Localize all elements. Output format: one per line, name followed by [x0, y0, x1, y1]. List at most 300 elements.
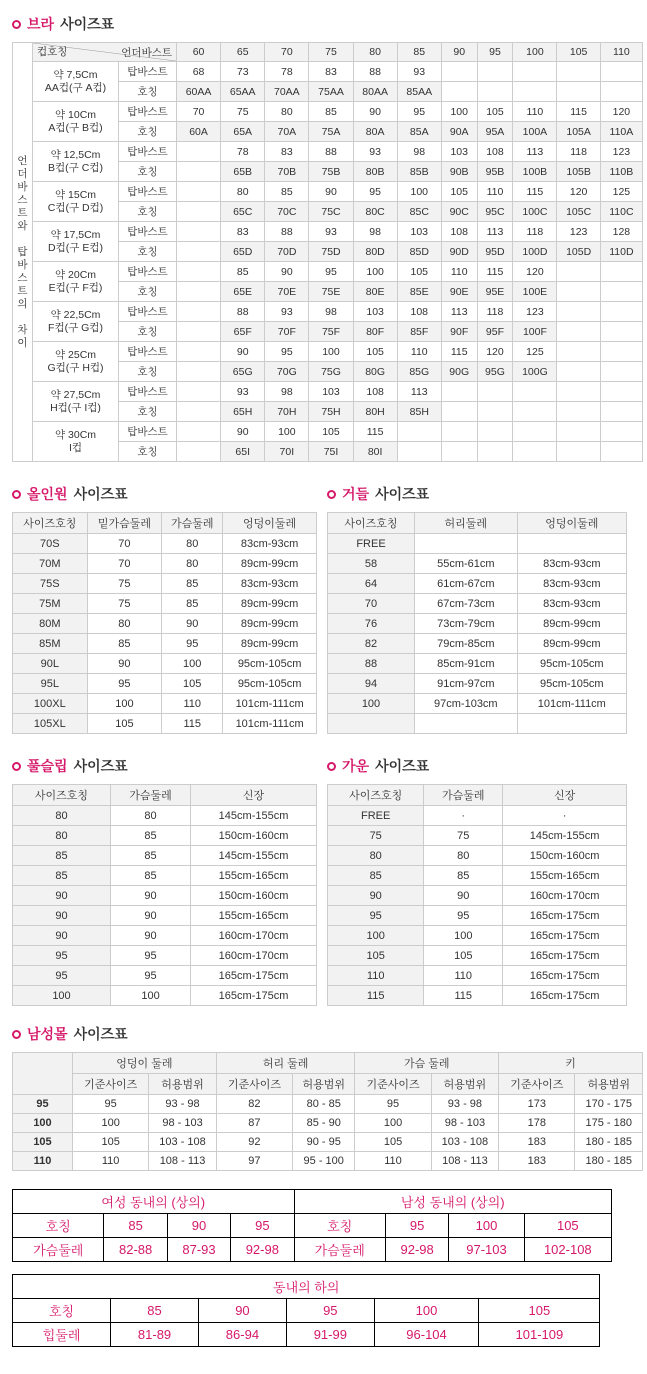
girdle-cell: 58: [328, 554, 415, 574]
girdle-cell: 100: [328, 694, 415, 714]
bra-cell-topbust: 118: [513, 222, 557, 242]
bra-cell-sizename: [600, 282, 642, 302]
section-title-bra-main: 브라: [27, 16, 55, 32]
bra-cell-topbust: 98: [397, 142, 441, 162]
bra-cell-sizename: 75F: [309, 322, 353, 342]
underwear-bottom-measure-label: 힙둘레: [13, 1323, 111, 1347]
bra-cell-sizename: [557, 322, 600, 342]
onepiece-col-header: 엉덩이둘레: [223, 513, 317, 534]
bra-cell-topbust: 93: [397, 62, 441, 82]
fullslip-col-header: 가슴둘레: [110, 785, 190, 806]
fullslip-cell: 90: [13, 926, 111, 946]
bra-cell-sizename: 65D: [221, 242, 265, 262]
fullslip-cell: 90: [110, 906, 190, 926]
men-cell: 110: [355, 1152, 431, 1171]
underwear-top-left-size: 90: [167, 1214, 230, 1238]
bra-cell-sizename: 75G: [309, 362, 353, 382]
men-cell: 92: [216, 1133, 292, 1152]
table-row: [13, 694, 317, 714]
men-cell: 180 - 185: [575, 1152, 643, 1171]
fullslip-cell: 160cm-170cm: [191, 946, 317, 966]
fullslip-cell: 160cm-170cm: [191, 926, 317, 946]
bra-cell-sizename: [557, 402, 600, 422]
gown-cell: 100: [424, 926, 503, 946]
men-cell: 85 - 90: [293, 1114, 355, 1133]
bra-col-header: 80: [353, 43, 397, 62]
bra-cell-sizename: 85B: [397, 162, 441, 182]
bra-cell-sizename: 75E: [309, 282, 353, 302]
girdle-cell: 76: [328, 614, 415, 634]
bra-cell-sizename: 75C: [309, 202, 353, 222]
bra-cell-topbust: 103: [397, 222, 441, 242]
fullslip-cell: 155cm-165cm: [191, 906, 317, 926]
bra-cell-sizename: [513, 402, 557, 422]
gown-cell: 115: [328, 986, 424, 1006]
men-cell: 110: [13, 1152, 73, 1171]
table-row: [328, 694, 627, 714]
table-row: [13, 1323, 612, 1347]
bra-cell-topbust: [600, 422, 642, 442]
girdle-cell: 88: [328, 654, 415, 674]
table-row: [13, 574, 317, 594]
bra-cell-topbust: 105: [477, 102, 513, 122]
underwear-top-right-value: 97-103: [449, 1238, 524, 1262]
bra-cell-sizename: 85E: [397, 282, 441, 302]
fullslip-cell: 165cm-175cm: [191, 986, 317, 1006]
men-cell: 82: [216, 1095, 292, 1114]
bra-cell-sizename: 85AA: [397, 82, 441, 102]
bra-col-header: 70: [265, 43, 309, 62]
men-cell: 108 - 113: [431, 1152, 499, 1171]
girdle-cell: 79cm-85cm: [415, 634, 518, 654]
men-sub-header: 기준사이즈: [73, 1074, 149, 1095]
onepiece-col-header: 가슴둘레: [162, 513, 223, 534]
men-group-header: 키: [499, 1053, 643, 1074]
bra-cell-topbust: 113: [441, 302, 477, 322]
bra-row-label-top: 탑바스트: [119, 422, 177, 442]
table-row: [13, 906, 317, 926]
girdle-cell: 83cm-93cm: [517, 554, 626, 574]
onepiece-cell: 95cm-105cm: [223, 654, 317, 674]
table-row: [13, 1238, 612, 1262]
bra-cell-topbust: 115: [353, 422, 397, 442]
fullslip-cell: 155cm-165cm: [191, 866, 317, 886]
bra-col-header: 60: [177, 43, 221, 62]
bra-cell-sizename: 100D: [513, 242, 557, 262]
section-title-onepiece-main: 올인원: [27, 486, 68, 502]
gown-col-header: 가슴둘레: [424, 785, 503, 806]
gown-cell: 115: [424, 986, 503, 1006]
bra-cell-sizename: 80F: [353, 322, 397, 342]
bra-cell-topbust: [600, 382, 642, 402]
bra-cell-sizename: [177, 202, 221, 222]
bra-cup-label: 약 7,5Cm AA컵(구 A컵): [33, 62, 119, 102]
bra-cell-topbust: [441, 422, 477, 442]
bra-cell-topbust: [177, 142, 221, 162]
bra-cell-topbust: [177, 262, 221, 282]
bra-cell-topbust: [177, 382, 221, 402]
gown-cell: 85: [424, 866, 503, 886]
table-row: [328, 806, 627, 826]
bra-cell-sizename: 80C: [353, 202, 397, 222]
bra-cell-topbust: 90: [221, 342, 265, 362]
gown-cell: 90: [424, 886, 503, 906]
bra-cell-sizename: 80E: [353, 282, 397, 302]
onepiece-cell: 80: [87, 614, 162, 634]
fullslip-cell: 145cm-155cm: [191, 846, 317, 866]
table-row: [328, 714, 627, 734]
fullslip-cell: 90: [13, 906, 111, 926]
men-cell: 175 - 180: [575, 1114, 643, 1133]
bra-cell-topbust: 110: [477, 182, 513, 202]
bra-row-label-bottom: 호칭: [119, 122, 177, 142]
bra-cell-sizename: 80I: [353, 442, 397, 462]
bra-cell-sizename: [600, 442, 642, 462]
bra-cell-sizename: 75I: [309, 442, 353, 462]
bra-cell-sizename: [177, 162, 221, 182]
underwear-top-table: [12, 1189, 612, 1262]
bra-cell-sizename: 65I: [221, 442, 265, 462]
bullet-icon: [12, 20, 21, 29]
bra-cell-topbust: 125: [600, 182, 642, 202]
gown-cell: 110: [328, 966, 424, 986]
bra-cell-topbust: 123: [513, 302, 557, 322]
girdle-cell: 91cm-97cm: [415, 674, 518, 694]
underwear-top-left-value: 82-88: [104, 1238, 167, 1262]
girdle-cell: [415, 714, 518, 734]
men-sub-header: 기준사이즈: [216, 1074, 292, 1095]
men-cell: 183: [499, 1133, 575, 1152]
girdle-cell: 95cm-105cm: [517, 654, 626, 674]
gown-col-header: 사이즈호칭: [328, 785, 424, 806]
onepiece-col-header: 밑가슴둘레: [87, 513, 162, 534]
section-title-gown-suffix: 사이즈표: [375, 758, 430, 774]
bra-cell-topbust: 103: [353, 302, 397, 322]
bra-cell-sizename: 80B: [353, 162, 397, 182]
fullslip-cell: 85: [13, 846, 111, 866]
underwear-bottom-value: 101-109: [479, 1323, 600, 1347]
girdle-cell: FREE: [328, 534, 415, 554]
bra-cell-sizename: 65F: [221, 322, 265, 342]
underwear-top-right-size: 105: [524, 1214, 611, 1238]
men-cell: 98 - 103: [149, 1114, 217, 1133]
bra-cell-sizename: 75A: [309, 122, 353, 142]
bra-cell-sizename: [177, 442, 221, 462]
bra-cell-topbust: [513, 382, 557, 402]
table-row: [328, 594, 627, 614]
underwear-bottom-value: 81-89: [111, 1323, 199, 1347]
table-row: [13, 966, 317, 986]
men-cell: 87: [216, 1114, 292, 1133]
onepiece-cell: 105XL: [13, 714, 88, 734]
fullslip-cell: 150cm-160cm: [191, 826, 317, 846]
bra-cell-sizename: 90A: [441, 122, 477, 142]
fullslip-cell: 80: [110, 806, 190, 826]
bra-cell-topbust: 105: [353, 342, 397, 362]
bra-cell-sizename: 70B: [265, 162, 309, 182]
bra-cell-sizename: 75H: [309, 402, 353, 422]
bra-cell-sizename: 85D: [397, 242, 441, 262]
bra-cell-topbust: 68: [177, 62, 221, 82]
bra-cell-topbust: 80: [221, 182, 265, 202]
onepiece-cell: 101cm-111cm: [223, 714, 317, 734]
section-title-girdle-suffix: 사이즈표: [375, 486, 430, 502]
men-sub-header: 기준사이즈: [355, 1074, 431, 1095]
bra-cell-topbust: [177, 302, 221, 322]
bra-cell-sizename: [557, 82, 600, 102]
section-title-bra: [12, 14, 639, 34]
onepiece-cell: 100: [162, 654, 223, 674]
bra-cell-topbust: 75: [221, 102, 265, 122]
bra-cell-sizename: 65C: [221, 202, 265, 222]
bra-col-header: 95: [477, 43, 513, 62]
bra-row-label-bottom: 호칭: [119, 322, 177, 342]
section-title-men: [12, 1024, 639, 1044]
onepiece-cell: 80: [162, 534, 223, 554]
bra-cell-sizename: 65G: [221, 362, 265, 382]
bra-row-label-bottom: 호칭: [119, 402, 177, 422]
bra-cell-topbust: [441, 62, 477, 82]
bra-cell-sizename: 110C: [600, 202, 642, 222]
men-cell: 93 - 98: [149, 1095, 217, 1114]
bra-cell-topbust: 85: [265, 182, 309, 202]
bra-cell-sizename: 110B: [600, 162, 642, 182]
bra-col-header: 65: [221, 43, 265, 62]
table-row: [13, 554, 317, 574]
onepiece-cell: 110: [162, 694, 223, 714]
bra-cell-sizename: 95G: [477, 362, 513, 382]
bra-row-label-bottom: 호칭: [119, 362, 177, 382]
gown-cell: ·: [424, 806, 503, 826]
bra-cell-sizename: 95B: [477, 162, 513, 182]
table-row: [328, 986, 627, 1006]
bra-cell-sizename: 70C: [265, 202, 309, 222]
fullslip-cell: 165cm-175cm: [191, 966, 317, 986]
men-cell: 103 - 108: [431, 1133, 499, 1152]
bra-cell-sizename: [177, 242, 221, 262]
bra-cell-sizename: [477, 402, 513, 422]
bra-cup-label: 약 25Cm G컵(구 H컵): [33, 342, 119, 382]
bra-cell-sizename: 105D: [557, 242, 600, 262]
men-cell: 108 - 113: [149, 1152, 217, 1171]
onepiece-cell: 75: [87, 594, 162, 614]
men-sub-header: 허용범위: [575, 1074, 643, 1095]
bra-cell-sizename: [177, 402, 221, 422]
bra-cell-topbust: 103: [441, 142, 477, 162]
onepiece-cell: 95: [162, 634, 223, 654]
bra-row-label-top: 탑바스트: [119, 302, 177, 322]
bra-cell-sizename: 90E: [441, 282, 477, 302]
bra-col-header: 85: [397, 43, 441, 62]
bra-cell-sizename: 95C: [477, 202, 513, 222]
bra-cell-topbust: [477, 62, 513, 82]
bra-cell-topbust: [513, 422, 557, 442]
bra-cell-topbust: 93: [265, 302, 309, 322]
fullslip-col-header: 사이즈호칭: [13, 785, 111, 806]
table-row: [328, 674, 627, 694]
men-cell: 110: [73, 1152, 149, 1171]
bra-cell-sizename: 70H: [265, 402, 309, 422]
gown-cell: 95: [328, 906, 424, 926]
table-row: [328, 966, 627, 986]
bra-cell-topbust: 113: [397, 382, 441, 402]
table-row: [328, 654, 627, 674]
underwear-bottom-label: 호칭: [13, 1299, 111, 1323]
table-row: [13, 634, 317, 654]
gown-cell: 80: [328, 846, 424, 866]
bra-cell-sizename: [441, 442, 477, 462]
bra-cell-sizename: 60A: [177, 122, 221, 142]
bra-cell-sizename: 65AA: [221, 82, 265, 102]
bra-cell-topbust: 105: [441, 182, 477, 202]
onepiece-cell: 89cm-99cm: [223, 634, 317, 654]
bra-cell-sizename: 95A: [477, 122, 513, 142]
bra-cell-topbust: 83: [221, 222, 265, 242]
girdle-cell: [415, 534, 518, 554]
fullslip-cell: 85: [110, 866, 190, 886]
bra-col-header: 110: [600, 43, 642, 62]
bra-row-label-top: 탑바스트: [119, 342, 177, 362]
gown-cell: 165cm-175cm: [503, 906, 627, 926]
fullslip-cell: 85: [110, 846, 190, 866]
bra-cell-sizename: 80AA: [353, 82, 397, 102]
bra-cell-sizename: 65A: [221, 122, 265, 142]
bra-cell-sizename: 75B: [309, 162, 353, 182]
men-cell: 178: [499, 1114, 575, 1133]
men-sub-header: 기준사이즈: [499, 1074, 575, 1095]
bra-cell-topbust: 95: [265, 342, 309, 362]
bra-size-table: [12, 42, 643, 462]
gown-col-header: 신장: [503, 785, 627, 806]
gown-cell: ·: [503, 806, 627, 826]
bra-col-header: 105: [557, 43, 600, 62]
onepiece-cell: 95cm-105cm: [223, 674, 317, 694]
table-row: [328, 906, 627, 926]
bra-cup-label: 약 17,5Cm D컵(구 E컵): [33, 222, 119, 262]
girdle-cell: 83cm-93cm: [517, 574, 626, 594]
onepiece-cell: 83cm-93cm: [223, 574, 317, 594]
girdle-cell: [517, 714, 626, 734]
table-row: [13, 1114, 643, 1133]
bra-cup-label: 약 15Cm C컵(구 D컵): [33, 182, 119, 222]
bra-cell-topbust: [557, 62, 600, 82]
table-row: [13, 926, 317, 946]
bra-cell-sizename: 90F: [441, 322, 477, 342]
bra-cell-sizename: 90C: [441, 202, 477, 222]
bra-row-label-bottom: 호칭: [119, 282, 177, 302]
gown-cell: FREE: [328, 806, 424, 826]
onepiece-cell: 101cm-111cm: [223, 694, 317, 714]
bra-cell-topbust: 120: [477, 342, 513, 362]
men-cell: 95: [13, 1095, 73, 1114]
bra-cell-topbust: 90: [265, 262, 309, 282]
bra-corner-top: 언더바스트: [121, 47, 172, 59]
underwear-bottom-value: 86-94: [198, 1323, 286, 1347]
gown-cell: 100: [328, 926, 424, 946]
girdle-cell: 61cm-67cm: [415, 574, 518, 594]
bra-cell-topbust: 83: [265, 142, 309, 162]
bra-cell-sizename: 90G: [441, 362, 477, 382]
fullslip-cell: 100: [13, 986, 111, 1006]
gown-cell: 95: [424, 906, 503, 926]
bra-cell-topbust: 123: [600, 142, 642, 162]
bra-cell-topbust: [557, 302, 600, 322]
bra-cell-sizename: 105A: [557, 122, 600, 142]
section-title-gown: [327, 756, 627, 776]
bra-cell-topbust: 120: [600, 102, 642, 122]
bra-cell-sizename: 85H: [397, 402, 441, 422]
bra-cell-sizename: 100E: [513, 282, 557, 302]
gown-cell: 145cm-155cm: [503, 826, 627, 846]
bra-cell-topbust: 110: [513, 102, 557, 122]
men-cell: 90 - 95: [293, 1133, 355, 1152]
table-row: [13, 674, 317, 694]
onepiece-cell: 80: [162, 554, 223, 574]
bra-cell-topbust: [600, 302, 642, 322]
underwear-bottom-value: 96-104: [374, 1323, 479, 1347]
onepiece-cell: 83cm-93cm: [223, 534, 317, 554]
fullslip-cell: 90: [110, 926, 190, 946]
table-row: [13, 714, 317, 734]
bra-cell-topbust: 105: [309, 422, 353, 442]
spacer-cell: [600, 1323, 612, 1347]
bra-cell-topbust: 73: [221, 62, 265, 82]
table-row: [328, 926, 627, 946]
table-row: [328, 614, 627, 634]
bra-cell-sizename: 80G: [353, 362, 397, 382]
bra-cell-sizename: 80D: [353, 242, 397, 262]
underwear-top-right-title: 남성 동내의 (상의): [294, 1190, 612, 1214]
bra-cell-sizename: [441, 402, 477, 422]
onepiece-size-table: [12, 512, 317, 734]
gown-cell: 160cm-170cm: [503, 886, 627, 906]
section-title-onepiece-suffix: 사이즈표: [73, 486, 128, 502]
bra-cell-topbust: 125: [513, 342, 557, 362]
girdle-cell: [517, 534, 626, 554]
men-cell: 173: [499, 1095, 575, 1114]
bra-cell-topbust: 88: [353, 62, 397, 82]
underwear-top-right-value: 92-98: [385, 1238, 448, 1262]
table-row: [13, 654, 317, 674]
bra-cell-sizename: 90D: [441, 242, 477, 262]
bra-cell-topbust: 115: [441, 342, 477, 362]
bra-cell-sizename: [557, 442, 600, 462]
gown-cell: 165cm-175cm: [503, 966, 627, 986]
men-cell: 183: [499, 1152, 575, 1171]
bra-cell-topbust: 85: [309, 102, 353, 122]
men-sub-header: 허용범위: [431, 1074, 499, 1095]
gown-cell: 165cm-175cm: [503, 946, 627, 966]
onepiece-cell: 80M: [13, 614, 88, 634]
bra-cell-sizename: 100F: [513, 322, 557, 342]
bra-cell-sizename: 65H: [221, 402, 265, 422]
underwear-top-left-value: 92-98: [231, 1238, 294, 1262]
bra-cell-topbust: 108: [397, 302, 441, 322]
girdle-cell: [328, 714, 415, 734]
bra-cell-topbust: 115: [513, 182, 557, 202]
bra-cell-topbust: 100: [397, 182, 441, 202]
girdle-cell: 95cm-105cm: [517, 674, 626, 694]
gown-cell: 80: [424, 846, 503, 866]
fullslip-cell: 85: [110, 826, 190, 846]
table-row: [13, 866, 317, 886]
fullslip-cell: 95: [13, 946, 111, 966]
bra-col-header: 75: [309, 43, 353, 62]
men-cell: 97: [216, 1152, 292, 1171]
bullet-icon: [12, 762, 21, 771]
bra-row-label-top: 탑바스트: [119, 102, 177, 122]
table-row: [13, 986, 317, 1006]
